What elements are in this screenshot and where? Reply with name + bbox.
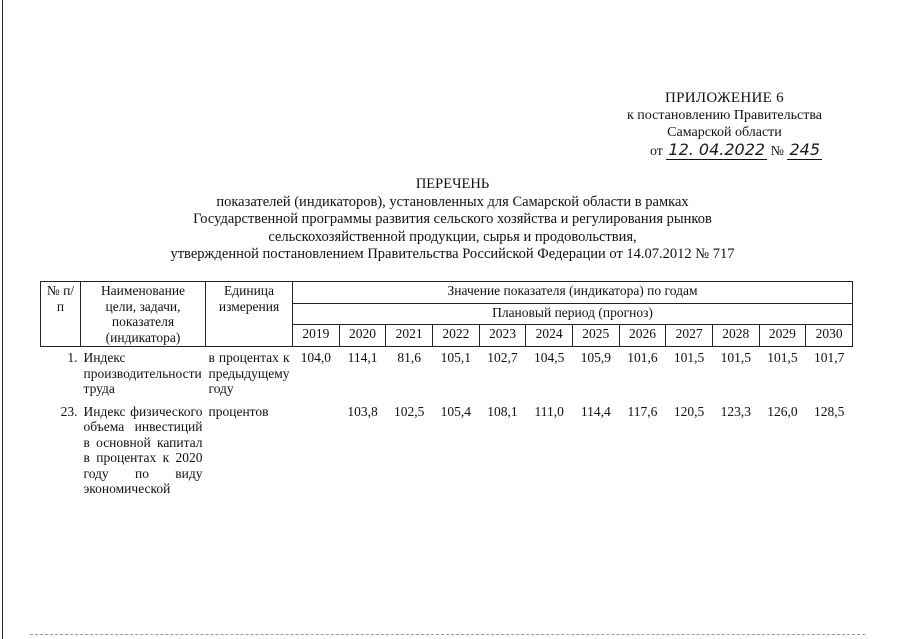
title-line-4: утвержденной постановлением Правительства Российской Федерации от 14.07.2012 № 717	[170, 246, 735, 262]
row-number: 1.	[67, 350, 78, 365]
header-num: № п/п	[41, 282, 81, 347]
value-cell: 101,7	[813, 350, 845, 365]
value-cell: 101,5	[720, 350, 751, 365]
year-header: 2028	[712, 325, 759, 347]
value-cell: 117,6	[627, 403, 658, 419]
indicators-table	[40, 281, 853, 498]
page-left-edge	[2, 0, 3, 639]
value-cell: 104,0	[300, 350, 332, 365]
value-cell: 120,5	[673, 403, 705, 419]
number-prefix: №	[770, 144, 784, 159]
value-cell: 103,8	[347, 403, 378, 419]
year-header: 2023	[479, 325, 526, 347]
title-line-1: показателей (индикаторов), установленных для Самарской области в рамках	[216, 193, 689, 210]
value-cell: 123,3	[720, 403, 751, 419]
year-header: 2027	[666, 325, 713, 347]
table-row	[41, 347, 853, 398]
year-header: 2019	[293, 325, 340, 347]
year-header: 2029	[759, 325, 806, 347]
value-cell: 108,1	[487, 403, 518, 419]
value-cell: 104,5	[533, 350, 565, 365]
header-subgroup: Плановый период (прогноз)	[293, 303, 853, 325]
indicator-name: Индекс производительности труда	[83, 350, 202, 396]
year-header: 2024	[526, 325, 573, 347]
date-prefix: от	[649, 144, 663, 159]
value-cell: 105,4	[440, 403, 472, 419]
year-header: 2025	[572, 325, 619, 347]
appendix-line-2: к постановлению Правительства	[626, 108, 822, 123]
title-heading: ПЕРЕЧЕНЬ	[415, 176, 490, 192]
value-cell: 105,9	[580, 350, 611, 365]
year-header: 2026	[619, 325, 666, 347]
title-line-3: сельскохозяйственной продукции, сырья и продовольствия,	[268, 228, 637, 245]
value-cell: 101,5	[673, 350, 705, 365]
value-cell	[293, 398, 340, 498]
title-line-2: Государственной программы развития сельского хозяйства и регулирования рынков	[193, 211, 712, 227]
value-cell: 102,5	[393, 403, 425, 419]
unit-cell: в процентах к предыдущему году	[208, 350, 290, 396]
year-header: 2021	[386, 325, 433, 347]
value-cell: 111,0	[534, 403, 564, 419]
handwritten-number: 245	[789, 140, 820, 159]
header-name: Наименование цели, задачи, показателя (индикатора)	[81, 282, 206, 347]
value-cell: 105,1	[440, 350, 472, 365]
row-number: 23.	[60, 403, 78, 419]
value-cell: 101,6	[627, 350, 658, 365]
table-row	[41, 398, 853, 498]
value-cell: 102,7	[487, 350, 518, 365]
header-group: Значение показателя (индикатора) по годам	[293, 282, 853, 304]
appendix-line-3: Самарской области	[667, 125, 782, 140]
year-header: 2020	[339, 325, 386, 347]
handwritten-date: 12. 04.2022	[668, 140, 766, 159]
value-cell: 114,4	[580, 403, 611, 419]
year-header: 2022	[433, 325, 480, 347]
document-title	[0, 176, 905, 264]
appendix-block	[627, 90, 822, 160]
value-cell: 126,0	[767, 403, 798, 419]
value-cell: 81,6	[397, 350, 421, 365]
value-cell: 101,5	[767, 350, 798, 365]
appendix-date-line	[627, 141, 822, 160]
unit-cell: процентов	[208, 403, 269, 419]
bottom-dashed-line	[30, 634, 865, 635]
value-cell: 128,5	[813, 403, 845, 419]
value-cell: 114,1	[347, 350, 378, 365]
header-unit: Единица измерения	[206, 282, 293, 347]
indicator-name: Индекс физического объема инвестиций в основной капитал в процентах к 2020 году по виду экономической	[83, 403, 203, 496]
appendix-title: ПРИЛОЖЕНИЕ 6	[665, 90, 784, 106]
year-header: 2030	[806, 325, 853, 347]
